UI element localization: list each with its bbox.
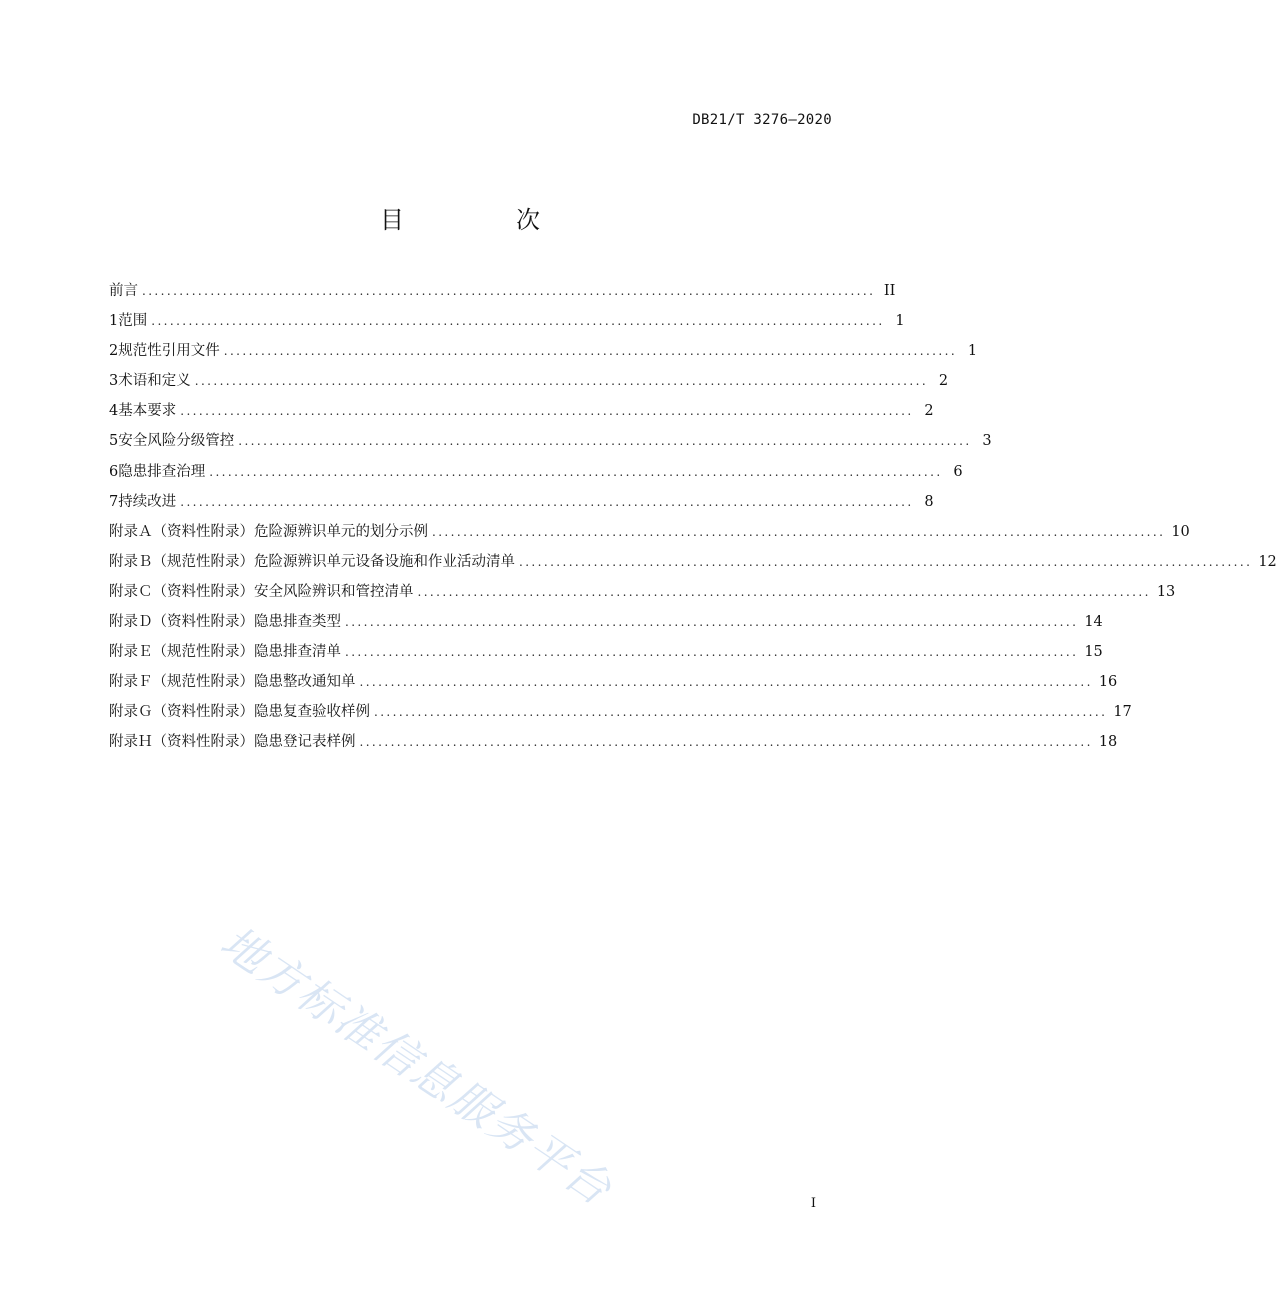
toc-dot-leader: ...................................................................................................................... [417, 584, 1151, 599]
toc-page-number: 2 [924, 403, 934, 420]
toc-page-number: 14 [1084, 614, 1103, 631]
toc-dot-leader: ...................................................................................................................... [374, 705, 1108, 720]
toc-dot-leader: ...................................................................................................................... [238, 434, 972, 449]
toc-dot-leader: ...................................................................................................................... [359, 675, 1093, 690]
toc-entry-foreword[interactable] [109, 276, 896, 306]
toc-title: 目 次 [380, 206, 584, 234]
toc-page-number: 3 [982, 433, 992, 450]
toc-entry-number: 4 [109, 403, 119, 420]
toc-appendix-label: 附录Ｈ（资料性附录） [109, 734, 254, 751]
toc-page-number: II [883, 283, 896, 299]
toc-entry-title: 隐患排查治理 [118, 463, 206, 480]
toc-page-number: 8 [924, 493, 934, 510]
toc-dot-leader: ...................................................................................................................... [345, 615, 1079, 630]
toc-page-number: 15 [1084, 644, 1103, 661]
toc-entry-title: 规范性引用文件 [118, 343, 220, 360]
toc-entry-title: 危险源辨识单元设备设施和作业活动清单 [254, 553, 515, 570]
toc-dot-leader: ...................................................................................................................... [194, 374, 929, 389]
toc-dot-leader: ...................................................................................................................... [209, 464, 943, 479]
toc-entry-title: 隐患登记表样例 [254, 734, 356, 751]
toc-entry-appendix-f[interactable] [109, 667, 1118, 697]
toc-dot-leader: ...................................................................................................................... [180, 494, 914, 509]
toc-entry-title: 危险源辨识单元的划分示例 [254, 523, 428, 540]
watermark: 地方标准信息服务平台 [211, 916, 622, 1217]
toc-appendix-label: 附录Ｄ（资料性附录） [109, 614, 254, 631]
toc-entry-title: 安全风险分级管控 [118, 433, 235, 450]
toc-entry-number: 2 [109, 343, 119, 360]
toc-entry-title: 前言 [109, 283, 138, 299]
toc-entry-7[interactable] [109, 487, 934, 517]
toc-entry-title: 隐患复查验收样例 [254, 704, 370, 721]
toc-entry-title: 隐患排查类型 [254, 614, 341, 631]
toc-entry-number: 6 [109, 463, 119, 480]
toc-page-number: 13 [1156, 583, 1176, 600]
toc-dot-leader: ...................................................................................................................... [223, 344, 958, 359]
toc-entry-title: 范围 [118, 313, 148, 330]
toc-appendix-label: 附录Ｆ（规范性附录） [109, 674, 254, 691]
toc-entry-number: 1 [109, 313, 119, 330]
toc-appendix-label: 附录Ｂ（规范性附录） [109, 553, 254, 570]
toc-page-number: 16 [1098, 674, 1118, 691]
toc-page-number: 17 [1113, 704, 1132, 721]
table-of-contents [109, 276, 1277, 758]
toc-page-number: 2 [938, 373, 949, 390]
toc-entry-title: 持续改进 [118, 493, 177, 510]
toc-entry-appendix-a[interactable] [109, 517, 1190, 547]
toc-appendix-label: 附录Ｅ（规范性附录） [109, 644, 254, 661]
toc-dot-leader: ...................................................................................................................... [151, 314, 885, 329]
toc-entry-appendix-e[interactable] [109, 637, 1103, 667]
toc-entry-6[interactable] [109, 457, 963, 487]
toc-entry-number: 5 [109, 433, 119, 450]
toc-entry-appendix-c[interactable] [109, 577, 1176, 607]
toc-page-number: 10 [1171, 523, 1190, 540]
toc-entry-3[interactable] [109, 366, 949, 396]
toc-page-number: 12 [1258, 553, 1277, 570]
toc-page-number: 6 [953, 463, 963, 480]
toc-entry-1[interactable] [109, 306, 905, 336]
toc-entry-title: 隐患排查清单 [254, 644, 341, 661]
toc-entry-number: 7 [109, 493, 119, 510]
page-number: I [810, 1196, 816, 1211]
toc-entry-2[interactable] [109, 336, 978, 366]
toc-dot-leader: ...................................................................................................................... [180, 404, 914, 419]
toc-entry-appendix-d[interactable] [109, 607, 1103, 637]
toc-dot-leader: ...................................................................................................................... [142, 284, 876, 298]
toc-entry-appendix-g[interactable] [109, 697, 1132, 727]
document-code: DB21/T 3276—2020 [692, 112, 832, 128]
toc-dot-leader: ...................................................................................................................... [359, 735, 1093, 750]
toc-appendix-label: 附录Ｃ（资料性附录） [109, 583, 254, 600]
toc-appendix-label: 附录Ｇ（资料性附录） [109, 704, 254, 721]
toc-entry-appendix-b[interactable] [109, 547, 1277, 577]
toc-entry-title: 安全风险辨识和管控清单 [254, 583, 414, 600]
toc-entry-5[interactable] [109, 426, 992, 456]
toc-dot-leader: ...................................................................................................................... [519, 554, 1253, 569]
toc-entry-4[interactable] [109, 396, 934, 426]
toc-entry-title: 术语和定义 [118, 373, 191, 390]
toc-page-number: 18 [1098, 734, 1118, 751]
toc-entry-appendix-h[interactable] [109, 727, 1118, 757]
toc-entry-title: 基本要求 [118, 403, 177, 420]
toc-appendix-label: 附录Ａ（资料性附录） [109, 523, 254, 540]
toc-dot-leader: ...................................................................................................................... [345, 645, 1079, 660]
toc-page-number: 1 [967, 343, 978, 360]
toc-entry-title: 隐患整改通知单 [254, 674, 356, 691]
toc-dot-leader: ...................................................................................................................... [432, 524, 1166, 539]
toc-page-number: 1 [895, 313, 905, 330]
toc-entry-number: 3 [109, 373, 119, 390]
